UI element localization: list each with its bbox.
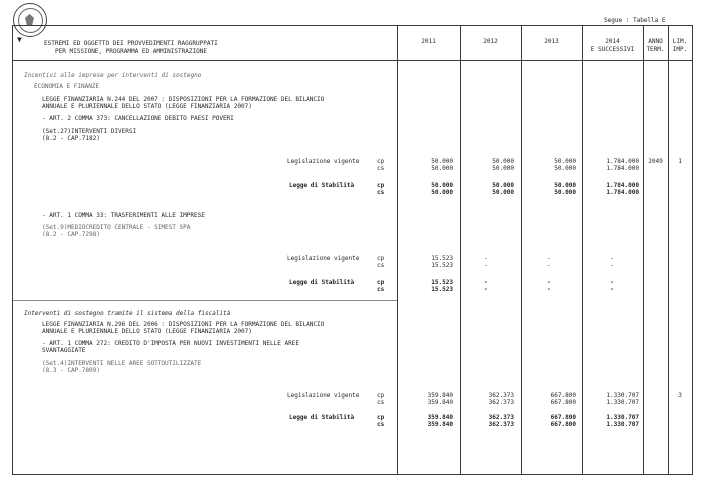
article-heading: - ART. 1 COMMA 33: TRASFERIMENTI ALLE IMPRESE xyxy=(42,212,205,219)
row-label-legge-di-stabilita: Legge di Stabilità xyxy=(289,414,355,421)
table-top-rule xyxy=(12,25,693,26)
value-cell: - xyxy=(547,279,551,286)
lim-imp-cell: 3 xyxy=(678,392,682,399)
row-type-cs: cs xyxy=(377,189,385,196)
row-type-cp: cp xyxy=(377,158,385,165)
header-term: TERM. xyxy=(646,46,665,53)
value-cell: 15.523 xyxy=(431,279,453,286)
value-cell: 50.000 xyxy=(554,189,576,196)
value-cell: - xyxy=(610,286,614,293)
value-cell: 359.840 xyxy=(427,392,453,399)
value-cell: 1.330.707 xyxy=(606,421,639,428)
value-cell: 362.373 xyxy=(488,421,514,428)
row-type-cs: cs xyxy=(377,262,385,269)
row-type-cp: cp xyxy=(377,392,385,399)
value-cell: 362.373 xyxy=(488,414,514,421)
value-cell: 359.840 xyxy=(427,421,453,428)
column-title: ESTREMI ED OGGETTO DEI PROVVEDIMENTI RAGGRUPPATI xyxy=(44,40,218,47)
law-reference-line2: ANNUALE E PLURIENNALE DELLO STATO (LEGGE FINANZIARIA 2007) xyxy=(42,328,252,335)
continuation-note: Segue : Tabella E xyxy=(604,17,666,24)
value-cell: 50.000 xyxy=(431,165,453,172)
value-cell: - xyxy=(547,262,551,269)
article-heading-cont: SVANTAGGIATE xyxy=(42,347,86,354)
law-reference-line1: LEGGE FINANZIARIA N.244 DEL 2007 : DISPOSIZIONI PER LA FORMAZIONE DEL BILANCIO xyxy=(42,96,325,103)
value-cell: - xyxy=(610,279,614,286)
section-divider xyxy=(12,300,397,301)
column-subtitle: PER MISSIONE, PROGRAMMA ED AMMINISTRAZIONE xyxy=(55,48,207,55)
table-bottom-rule xyxy=(12,474,693,475)
header-2011: 2011 xyxy=(421,38,436,45)
header-chevron-icon: ▼ xyxy=(17,35,22,44)
value-cell: 50.000 xyxy=(431,158,453,165)
col-divider-anno xyxy=(643,25,644,475)
article-heading: - ART. 1 COMMA 272: CREDITO D'IMPOSTA PER NUOVI INVESTIMENTI NELLE AREE xyxy=(42,340,299,347)
col-divider-2013 xyxy=(521,25,522,475)
value-cell: 359.840 xyxy=(427,414,453,421)
row-label-legislazione-vigente: Legislazione vigente xyxy=(287,158,360,165)
value-cell: 1.330.707 xyxy=(606,414,639,421)
value-cell: 50.000 xyxy=(554,158,576,165)
value-cell: 1.784.000 xyxy=(606,182,639,189)
value-cell: 50.000 xyxy=(554,182,576,189)
value-cell: - xyxy=(484,286,488,293)
value-cell: - xyxy=(484,262,488,269)
value-cell: 362.373 xyxy=(488,399,514,406)
table-right-border xyxy=(692,25,693,475)
value-cell: - xyxy=(484,279,488,286)
row-type-cs: cs xyxy=(377,421,385,428)
sector-label: (Set.9)MEDIOCREDITO CENTRALE - SIMEST SPA xyxy=(42,224,191,231)
value-cell: - xyxy=(547,255,551,262)
value-cell: 50.000 xyxy=(492,165,514,172)
header-2013: 2013 xyxy=(544,38,559,45)
col-divider-2012 xyxy=(460,25,461,475)
row-label-legge-di-stabilita: Legge di Stabilità xyxy=(289,279,355,286)
chapter-label: (8.3 - CAP.7809) xyxy=(42,367,100,374)
value-cell: 667.800 xyxy=(550,399,576,406)
value-cell: 1.784.000 xyxy=(606,189,639,196)
value-cell: 1.784.000 xyxy=(606,158,639,165)
lim-imp-cell: 1 xyxy=(678,158,682,165)
value-cell: 50.000 xyxy=(492,189,514,196)
value-cell: 362.373 xyxy=(488,392,514,399)
law-reference-line1: LEGGE FINANZIARIA N.296 DEL 2006 : DISPOSIZIONI PER LA FORMAZIONE DEL BILANCIO xyxy=(42,321,325,328)
value-cell: 1.330.707 xyxy=(606,392,639,399)
row-type-cs: cs xyxy=(377,399,385,406)
value-cell: - xyxy=(610,262,614,269)
value-cell: 667.800 xyxy=(550,392,576,399)
value-cell: 50.000 xyxy=(554,165,576,172)
value-cell: 15.523 xyxy=(431,286,453,293)
value-cell: - xyxy=(547,286,551,293)
value-cell: 50.000 xyxy=(431,189,453,196)
value-cell: - xyxy=(484,255,488,262)
value-cell: 50.000 xyxy=(492,158,514,165)
header-2014: 2014 xyxy=(605,38,620,45)
row-type-cp: cp xyxy=(377,182,385,189)
article-heading: - ART. 2 COMMA 373: CANCELLAZIONE DEBITO PAESI POVERI xyxy=(42,115,234,122)
republic-emblem-icon xyxy=(13,3,47,37)
header-2012: 2012 xyxy=(483,38,498,45)
value-cell: 15.523 xyxy=(431,262,453,269)
table-left-border xyxy=(12,25,13,475)
sector-label: (Set.4)INTERVENTI NELLE AREE SOTTOUTILIZZATE xyxy=(42,360,202,367)
ministry-name: ECONOMIA E FINANZE xyxy=(34,83,100,90)
value-cell: 15.523 xyxy=(431,255,453,262)
row-type-cs: cs xyxy=(377,165,385,172)
section-title-incentivi: Incentivi alle imprese per interventi di sostegno xyxy=(24,72,202,79)
value-cell: 50.000 xyxy=(492,182,514,189)
row-type-cp: cp xyxy=(377,255,385,262)
value-cell: 1.784.000 xyxy=(606,165,639,172)
value-cell: 667.800 xyxy=(550,421,576,428)
value-cell: 667.800 xyxy=(550,414,576,421)
row-label-legge-di-stabilita: Legge di Stabilità xyxy=(289,182,355,189)
value-cell: 359.840 xyxy=(427,399,453,406)
header-2014-successivi: E SUCCESSIVI xyxy=(590,46,635,53)
row-type-cp: cp xyxy=(377,414,385,421)
value-cell: 1.330.707 xyxy=(606,399,639,406)
sector-label: (Set.27)INTERVENTI DIVERSI xyxy=(42,128,137,135)
header-bottom-rule xyxy=(12,60,693,61)
chapter-label: (8.2 - CAP.7182) xyxy=(42,135,100,142)
row-label-legislazione-vigente: Legislazione vigente xyxy=(287,392,360,399)
section-title-fiscalita: Interventi di sostegno tramite il sistema della fiscalità xyxy=(24,310,231,317)
row-type-cp: cp xyxy=(377,279,385,286)
header-lim: LIM. xyxy=(672,38,688,45)
col-divider-lim xyxy=(668,25,669,475)
anno-term-cell: 2049 xyxy=(648,158,663,165)
header-anno: ANNO xyxy=(648,38,663,45)
law-reference-line2: ANNUALE E PLURIENNALE DELLO STATO (LEGGE FINANZIARIA 2007) xyxy=(42,103,252,110)
chapter-label: (8.2 - CAP.7298) xyxy=(42,231,100,238)
col-divider-2011 xyxy=(397,25,398,475)
row-type-cs: cs xyxy=(377,286,385,293)
value-cell: - xyxy=(610,255,614,262)
row-label-legislazione-vigente: Legislazione vigente xyxy=(287,255,360,262)
col-divider-2014 xyxy=(582,25,583,475)
header-imp: IMP. xyxy=(672,46,688,53)
value-cell: 50.000 xyxy=(431,182,453,189)
